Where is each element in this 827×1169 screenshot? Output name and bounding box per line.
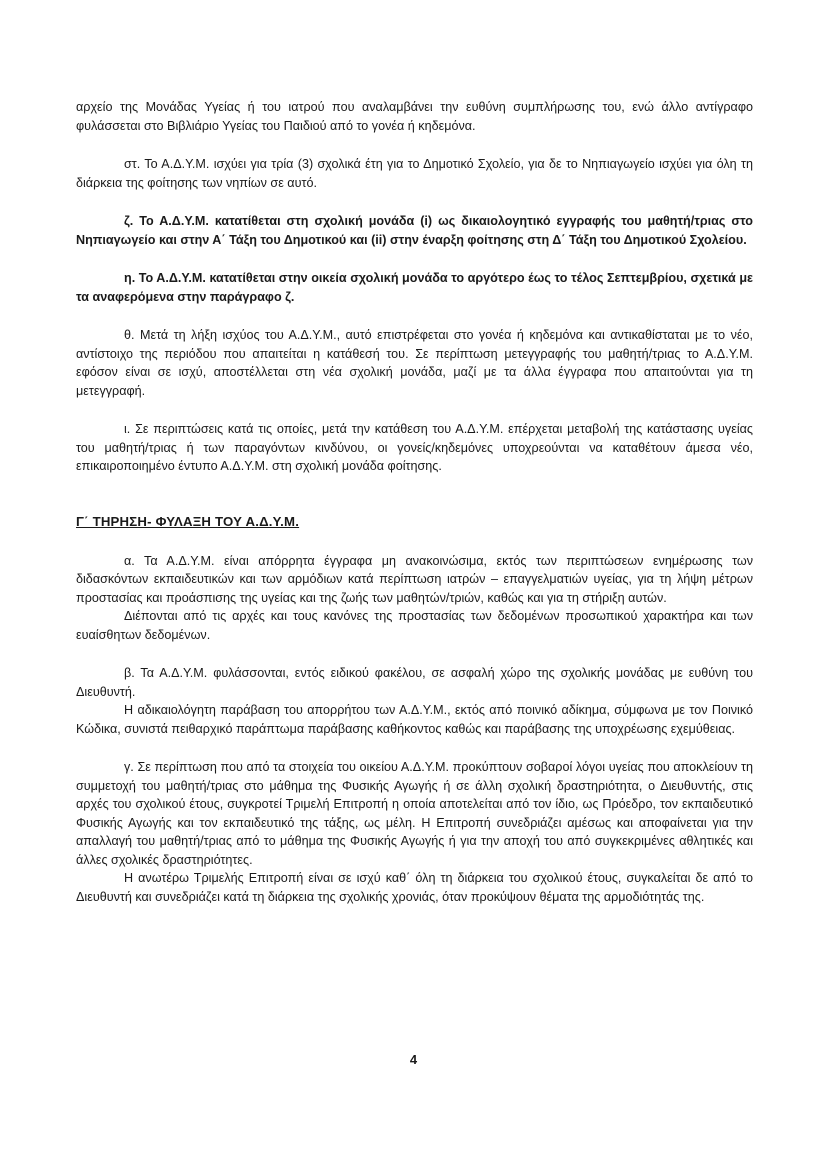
paragraph-st: στ. Το Α.Δ.Υ.Μ. ισχύει για τρία (3) σχολικά έτη για το Δημοτικό Σχολείο, για δε το Νηπιαγωγείο ισχύει για όλη τη διάρκεια της φοίτησης των νηπίων σε αυτό. xyxy=(76,157,753,190)
paragraph-g-continued: Η ανωτέρω Τριμελής Επιτροπή είναι σε ισχύ καθ΄ όλη τη διάρκεια του σχολικού έτους, συγκαλείται δε από το Διευθυντή και συνεδριάζει κατά τη διάρκεια της σχολικής χρονιάς, όταν προκύψουν θέματα της αρμοδιότητάς της. xyxy=(76,871,753,904)
section-heading: Γ΄ ΤΗΡΗΣΗ- ΦΥΛΑΞΗ ΤΟΥ Α.Δ.Υ.Μ. xyxy=(76,513,300,529)
paragraph-th: θ. Μετά τη λήξη ισχύος του Α.Δ.Υ.Μ., αυτό επιστρέφεται στο γονέα ή κηδεμόνα και αντικαθίσταται με το νέο, αντίστοιχο της περιόδου που απαιτείται η κατάθεσή του. Σε περίπτωση μετεγγραφής του μαθητή/τριας το Α.Δ.Υ.Μ. εφόσον είναι σε ισχύ, αποστέλλεται στη νέα σχολική μονάδα, μαζί με τα άλλα έγγραφα που απαιτούνται για τη μετεγγραφή. xyxy=(76,328,753,398)
paragraph-b: β. Τα Α.Δ.Υ.Μ. φυλάσσονται, εντός ειδικού φακέλου, σε ασφαλή χώρο της σχολικής μονάδας με ευθύνη του Διευθυντή. xyxy=(76,666,753,699)
paragraph-i: η. Το Α.Δ.Υ.Μ. κατατίθεται στην οικεία σχολική μονάδα το αργότερο έως το τέλος Σεπτεμβρίου, σχετικά με τα αναφερόμενα στην παράγραφο ζ. xyxy=(76,271,753,304)
paragraph-b-continued: Η αδικαιολόγητη παράβαση του απορρήτου των Α.Δ.Υ.Μ., εκτός από ποινικό αδίκημα, σύμφωνα με τον Ποινικό Κώδικα, συνιστά πειθαρχικό παράπτωμα παράβασης καθήκοντος καθώς και παράβασης της υποχρέωσης εχεμύθειας. xyxy=(76,703,753,736)
paragraph-iota: ι. Σε περιπτώσεις κατά τις οποίες, μετά την κατάθεση του Α.Δ.Υ.Μ. επέρχεται μεταβολή της κατάστασης υγείας του μαθητή/τριας ή των παραγόντων κινδύνου, οι γονείς/κηδεμόνες υποχρεούνται να καταθέτουν άμεσα νέο, επικαιροποιημένο έντυπο Α.Δ.Υ.Μ. στη σχολική μονάδα φοίτησης. xyxy=(76,422,753,473)
paragraph-a-continued: Διέπονται από τις αρχές και τους κανόνες της προστασίας των δεδομένων προσωπικού χαρακτήρα και των ευαίσθητων δεδομένων. xyxy=(76,609,753,642)
paragraph-continuation: αρχείο της Μονάδας Υγείας ή του ιατρού που αναλαμβάνει την ευθύνη συμπλήρωσης του, ενώ άλλο αντίγραφο φυλάσσεται στο Βιβλιάριο Υγείας του Παιδιού από το γονέα ή κηδεμόνα. xyxy=(76,100,753,133)
paragraph-a: α. Τα Α.Δ.Υ.Μ. είναι απόρρητα έγγραφα μη ανακοινώσιμα, εκτός των περιπτώσεων ενημέρωσης των διδασκόντων εκπαιδευτικών και των αρμόδιων κατά περίπτωση ιατρών – επαγγελματιών υγείας, για τη λήψη μέτρων προστασίας και προάσπισης της υγείας και της ζωής των μαθητών/τριών, καθώς και για τη στήριξη αυτών. xyxy=(76,553,753,605)
paragraph-g: γ. Σε περίπτωση που από τα στοιχεία του οικείου Α.Δ.Υ.Μ. προκύπτουν σοβαροί λόγοι υγείας που αποκλείουν τη συμμετοχή του μαθητή/τριας στο μάθημα της Φυσικής Αγωγής ή σε άλλη σχολική δραστηριότητα, ο Διευθυντής, στις αρχές του σχολικού έτους, συγκροτεί Τριμελή Επιτροπή η οποία αποτελείται από τον ίδιο, ως Πρόεδρο, τον εκπαιδευτικό Φυσικής Αγωγής και τον εκπαιδευτικό της τάξης, ως μέλη. Η Επιτροπή συνεδριάζει αμέσως και αποφαίνεται για την απαλλαγή του μαθητή/τριας από το μάθημα της Φυσικής Αγωγής ή για την αποχή του από συγκεκριμένες αθλητικές και άλλες σχολικές δραστηριότητες. xyxy=(76,760,753,867)
document-body xyxy=(76,98,753,906)
paragraph-z: ζ. Το Α.Δ.Υ.Μ. κατατίθεται στη σχολική μονάδα (i) ως δικαιολογητικό εγγραφής του μαθητή/τριας στο Νηπιαγωγείο και στην Α΄ Τάξη του Δημοτικού και (ii) στην έναρξη φοίτησης στη Δ΄ Τάξη του Δημοτικού Σχολείου. xyxy=(76,214,753,247)
page-number: 4 xyxy=(409,1052,418,1067)
